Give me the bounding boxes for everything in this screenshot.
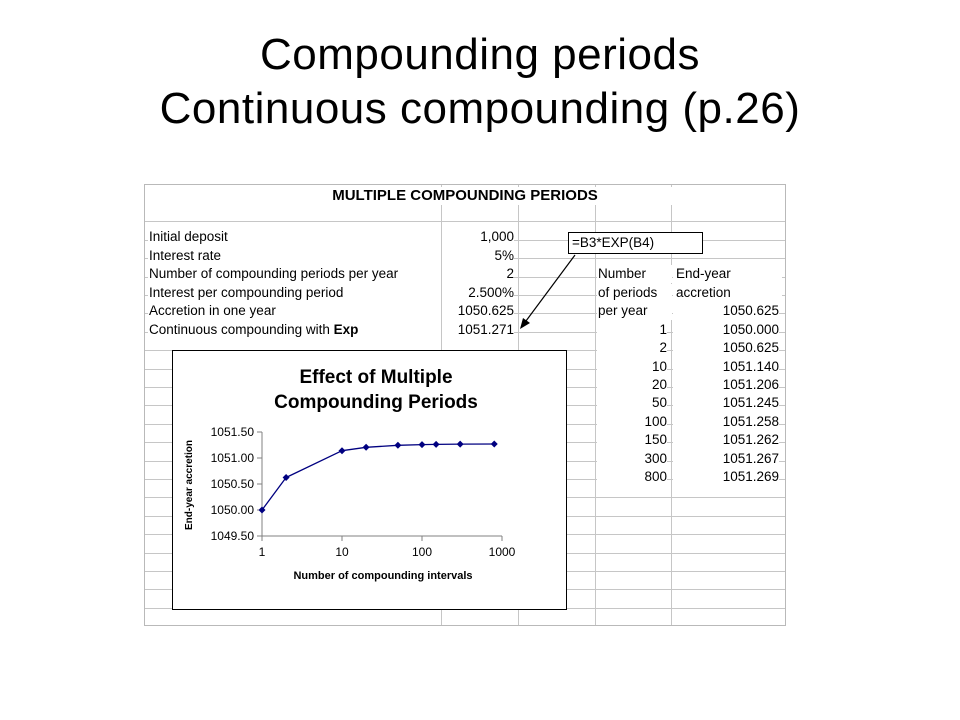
x-tick-label: 10: [335, 545, 349, 559]
table-cell-periods[interactable]: 50: [597, 394, 667, 412]
table-cell-periods[interactable]: 800: [597, 468, 667, 486]
chart-panel[interactable]: [172, 350, 567, 610]
y-axis-label: End-year accretion: [184, 439, 195, 531]
data-point: [491, 441, 498, 448]
slide-title: [0, 28, 960, 136]
cell-value-interest-rate[interactable]: 5%: [442, 247, 514, 265]
chart-axes: [211, 425, 516, 559]
cell-label-initial-deposit[interactable]: Initial deposit: [148, 228, 441, 246]
x-axis-label: Number of compounding intervals: [293, 570, 473, 582]
slide-title-line-1: Compounding periods: [259, 30, 700, 79]
cell-label-accretion-one-year[interactable]: Accretion in one year: [148, 302, 441, 320]
data-point: [363, 444, 370, 451]
formula-callout: =B3*EXP(B4): [568, 232, 703, 254]
data-point: [339, 447, 346, 454]
grid-line: [145, 221, 785, 222]
table-header-number[interactable]: Number: [597, 265, 672, 283]
label-text: Continuous compounding with: [149, 322, 334, 337]
table-cell-accretion[interactable]: 1050.625: [673, 339, 779, 357]
label-bold-text: Exp: [333, 322, 359, 337]
sheet-title[interactable]: MULTIPLE COMPOUNDING PERIODS: [145, 187, 785, 205]
cell-value-periods-per-year[interactable]: 2: [442, 265, 514, 283]
cell-value-accretion-one-year[interactable]: 1050.625: [442, 302, 514, 320]
chart-title-line-1: Effect of Multiple: [299, 367, 453, 388]
table-cell-accretion[interactable]: 1051.267: [673, 450, 779, 468]
cell-value-initial-deposit[interactable]: 1,000: [442, 228, 514, 246]
table-header-of-periods[interactable]: of periods: [597, 284, 672, 302]
table-cell-accretion[interactable]: 1051.245: [673, 394, 779, 412]
table-cell-periods[interactable]: 1: [597, 321, 667, 339]
table-cell-periods[interactable]: 100: [597, 413, 667, 431]
cell-value-interest-per-period[interactable]: 2.500%: [442, 284, 514, 302]
table-header-per-year[interactable]: per year: [597, 302, 672, 320]
chart-series: [259, 441, 498, 514]
table-cell-periods[interactable]: 150: [597, 431, 667, 449]
x-tick-label: 100: [411, 545, 433, 559]
cell-value-continuous-compounding[interactable]: 1051.271: [442, 321, 514, 339]
table-header-accretion-value[interactable]: 1050.625: [673, 302, 779, 320]
x-tick-label: 1000: [488, 545, 516, 559]
cell-label-interest-rate[interactable]: Interest rate: [148, 247, 441, 265]
table-cell-periods[interactable]: 20: [597, 376, 667, 394]
data-point: [433, 441, 440, 448]
series-line: [262, 444, 494, 510]
table-cell-accretion[interactable]: 1051.262: [673, 431, 779, 449]
y-tick-label: 1049.50: [210, 529, 254, 543]
table-cell-periods[interactable]: 300: [597, 450, 667, 468]
table-cell-periods[interactable]: 2: [597, 339, 667, 357]
x-tick-label: 1: [258, 545, 266, 559]
data-point: [457, 441, 464, 448]
cell-label-periods-per-year[interactable]: Number of compounding periods per year: [148, 265, 441, 283]
cell-label-interest-per-period[interactable]: Interest per compounding period: [148, 284, 441, 302]
chart-title-line-2: Compounding Periods: [274, 392, 478, 413]
table-cell-periods[interactable]: 10: [597, 358, 667, 376]
table-cell-accretion[interactable]: 1051.140: [673, 358, 779, 376]
y-tick-label: 1051.00: [210, 451, 254, 465]
table-cell-accretion[interactable]: 1051.269: [673, 468, 779, 486]
data-point: [419, 441, 426, 448]
table-cell-accretion[interactable]: 1051.206: [673, 376, 779, 394]
table-header-accretion[interactable]: accretion: [673, 284, 782, 302]
table-cell-accretion[interactable]: 1050.000: [673, 321, 779, 339]
data-point: [394, 442, 401, 449]
cell-label-continuous-compounding[interactable]: [148, 321, 441, 339]
slide-title-line-2: Continuous compounding (p.26): [159, 84, 801, 133]
table-header-end-year[interactable]: End-year: [673, 265, 782, 283]
table-cell-accretion[interactable]: 1051.258: [673, 413, 779, 431]
y-tick-label: 1050.00: [210, 503, 254, 517]
y-tick-label: 1051.50: [210, 425, 254, 439]
chart: [173, 351, 566, 609]
y-tick-label: 1050.50: [210, 477, 254, 491]
